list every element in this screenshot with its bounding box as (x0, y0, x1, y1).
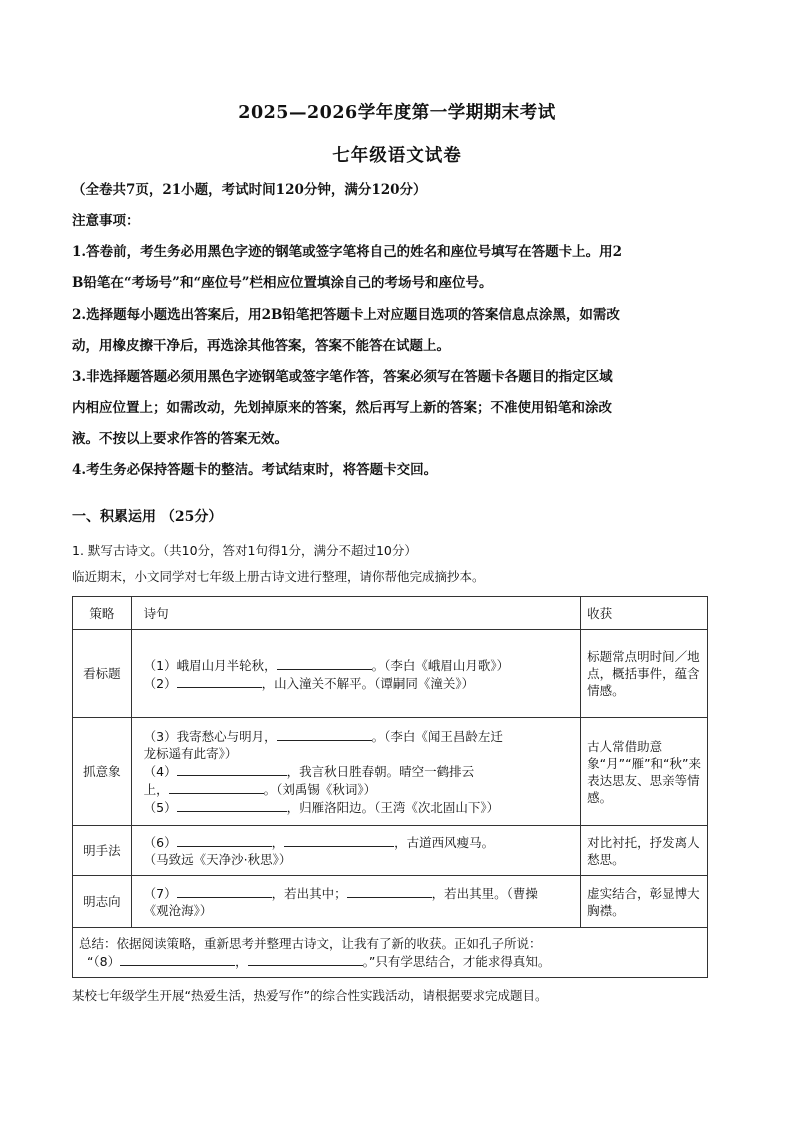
row-gain: 标题常点明时间／地点，概括事件，蕴含情感。 (581, 630, 708, 718)
row-strategy: 抓意象 (73, 718, 132, 826)
answer-blank[interactable] (177, 798, 287, 812)
row-gain: 虚实结合，彰显博大胸襟。 (581, 876, 708, 928)
row-lines (131, 876, 581, 928)
notice-line: 3.非选择题答题必须用黑色字迹钢笔或签字笔作答，答案必须写在答题卡各题目的指定区域 (72, 369, 613, 385)
notice-line: B铅笔在“考场号”和“座位号”栏相应位置填涂自己的考场号和座位号。 (72, 275, 493, 291)
row-gain: 古人常借助意象“月”“雁”和“秋”来表达思友、思亲等情感。 (581, 718, 708, 826)
answer-blank[interactable] (120, 952, 235, 966)
exam-subtitle: 七年级语文试卷 (332, 146, 462, 166)
poem-line: （1）峨眉山月半轮秋， 。（李白《峨眉山月歌》） (143, 657, 510, 673)
poem-line: （5） ，归雁洛阳边。（王湾《次北固山下》） (143, 800, 500, 815)
table-header-row (73, 597, 708, 630)
row-strategy: 看标题 (73, 630, 132, 718)
answer-blank[interactable] (347, 884, 432, 898)
notice-heading: 注意事项： (72, 213, 140, 229)
answer-blank[interactable] (284, 833, 394, 847)
summary-row (73, 928, 708, 978)
poem-line: （4） ，我言秋日胜春朝。晴空一鹤排云 (143, 764, 475, 779)
answer-blank[interactable] (177, 762, 287, 776)
poem-line: （7） ，若出其中； ，若出其里。（曹操 (143, 886, 538, 901)
poem-line: （2） ，山入潼关不解平。（谭嗣同《潼关》） (143, 675, 475, 691)
poem-line: （3）我寄愁心与明月， 。（李白《闻王昌龄左迁 (143, 729, 503, 744)
notice-line: 4.考生务必保持答题卡的整洁。考试结束时，将答题卡交回。 (72, 462, 438, 478)
table-row (73, 826, 708, 876)
answer-blank[interactable] (177, 833, 272, 847)
notice-line: 内相应位置上；如需改动，先划掉原来的答案，然后再写上新的答案；不准使用铅笔和涂改 (72, 400, 612, 416)
answer-blank[interactable] (177, 674, 262, 688)
table-row (73, 630, 708, 718)
row-gain: 对比衬托，抒发离人愁思。 (581, 826, 708, 876)
poem-line: （马致远《天净沙·秋思》） (143, 852, 292, 867)
header-lines: 诗句 (131, 597, 581, 630)
notice-line: 2.选择题每小题选出答案后，用2B铅笔把答题卡上对应题目选项的答案信息点涂黑，如需改 (72, 307, 620, 323)
poem-line: 《观沧海》） (143, 903, 213, 918)
row-lines (131, 718, 581, 826)
summary-line: “（8） ， 。”只有学思结合，才能求得真知。 (86, 954, 551, 969)
answer-blank[interactable] (177, 884, 272, 898)
question-stem: 1. 默写古诗文。（共10分，答对1句得1分，满分不超过10分） (72, 543, 417, 558)
exam-title: 2025—2026学年度第一学期期末考试 (238, 103, 556, 123)
answer-blank[interactable] (277, 727, 372, 741)
notice-line: 液。不按以上要求作答的答案无效。 (72, 431, 288, 447)
answer-blank[interactable] (169, 780, 264, 794)
poem-line: 龙标遥有此寄》） (143, 746, 238, 761)
summary-cell (73, 928, 708, 978)
answer-blank[interactable] (248, 952, 363, 966)
activity-intro: 某校七年级学生开展“热爱生活，热爱写作”的综合性实践活动，请根据要求完成题目。 (72, 988, 548, 1003)
table-row (73, 718, 708, 826)
header-strategy: 策略 (73, 597, 132, 630)
exam-intro: （全卷共7页，21小题，考试时间120分钟，满分120分） (72, 182, 427, 198)
row-strategy: 明手法 (73, 826, 132, 876)
answer-blank[interactable] (277, 656, 372, 670)
row-lines (131, 826, 581, 876)
notice-line: 1.答卷前，考生务必用黑色字迹的钢笔或签字笔将自己的姓名和座位号填写在答题卡上。用2 (72, 244, 622, 260)
question-lead: 临近期末，小文同学对七年级上册古诗文进行整理，请你帮他完成摘抄本。 (72, 569, 485, 584)
row-strategy: 明志向 (73, 876, 132, 928)
section-heading: 一、积累运用 （25分） (72, 509, 223, 525)
poem-line: （6） ， ，古道西风瘦马。 (143, 835, 495, 850)
header-gain: 收获 (581, 597, 708, 630)
poem-line: 上， 。（刘禹锡《秋词》） (143, 782, 377, 797)
row-lines (131, 630, 581, 718)
table-row (73, 876, 708, 928)
poem-table (72, 596, 708, 978)
notice-line: 动，用橡皮擦干净后，再选涂其他答案，答案不能答在试题上。 (72, 338, 450, 354)
summary-line: 总结：依据阅读策略，重新思考并整理古诗文，让我有了新的收获。正如孔子所说： (79, 936, 542, 951)
